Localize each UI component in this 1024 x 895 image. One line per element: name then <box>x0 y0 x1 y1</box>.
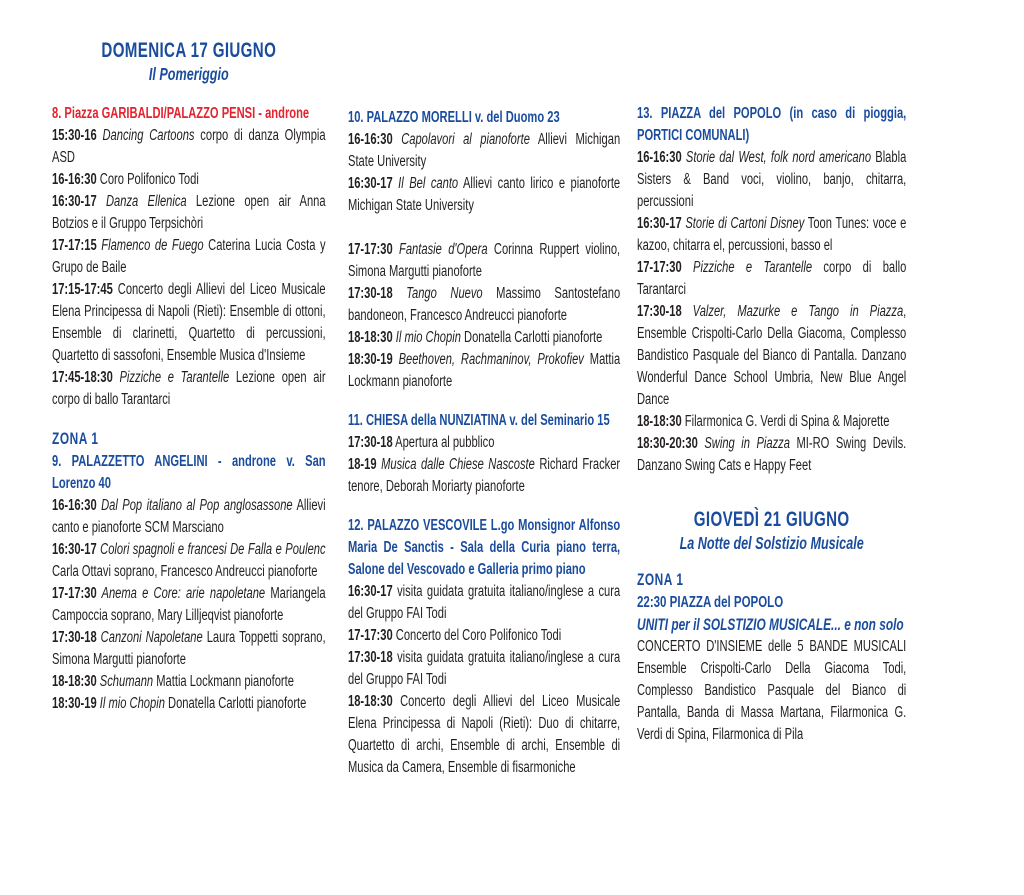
event-line <box>637 147 906 213</box>
event-text: Mattia Lockmann pianoforte <box>348 351 621 390</box>
event-time: 16:30-17 <box>348 583 393 600</box>
event-title: Musica dalle Chiese Nascoste <box>376 456 535 473</box>
event-time: 18-18:30 <box>52 673 97 690</box>
event-title: Dancing Cartoons <box>96 127 195 144</box>
day-header <box>637 507 906 555</box>
event-title: Dal Pop italiano al Pop anglosassone <box>96 497 293 514</box>
event-title: Colori spagnoli e francesi De Falla e Poulenc <box>96 541 326 558</box>
event-time: 17-17:30 <box>348 241 393 258</box>
section-heading: 9. PALAZZETTO ANGELINI - androne v. San Lorenzo 40 <box>52 453 326 492</box>
event-time: 17:30-18 <box>637 303 682 320</box>
event-title: Valzer, Mazurke e Tango in Piazza <box>681 303 904 320</box>
event-title: Storie dal West, folk nord americano <box>681 149 872 166</box>
event-line <box>52 495 326 539</box>
event-title: Schumann <box>96 673 154 690</box>
event-title: Il Bel canto <box>392 175 459 192</box>
event-line <box>637 433 906 477</box>
slogan-line: UNITI per il SOLSTIZIO MUSICALE... e non solo <box>637 616 904 634</box>
section <box>348 515 620 779</box>
event-line <box>52 693 326 715</box>
event-time: 17-17:30 <box>52 585 97 602</box>
event-title: Il mio Chopin <box>96 695 165 712</box>
event-text: Concerto del Coro Polifonico Todi <box>392 627 562 644</box>
event-text: Richard Fracker tenore, Deborah Moriarty pianoforte <box>348 456 621 495</box>
event-time: 17:45-18:30 <box>52 369 113 386</box>
event-text: Toon Tunes: voce e kazoo, chitarra el, percussioni, basso el <box>637 215 907 254</box>
event-title: Pizziche e Tarantelle <box>112 369 230 386</box>
event-line <box>348 432 620 454</box>
event-line <box>52 169 326 191</box>
event-time: 16-16:30 <box>52 171 97 188</box>
event-text: Donatella Carlotti pianoforte <box>164 695 307 712</box>
event-title: Anema e Core: arie napoletane <box>96 585 266 602</box>
event-line <box>348 581 620 625</box>
event-line <box>348 349 620 393</box>
event-line <box>348 129 620 173</box>
section-heading: 8. Piazza GARIBALDI/PALAZZO PENSI - androne <box>52 105 310 122</box>
event-text: Donatella Carlotti pianoforte <box>460 329 603 346</box>
event-line <box>52 367 326 411</box>
section-heading: 13. PIAZZA del POPOLO (in caso di pioggia, PORTICI COMUNALI) <box>637 105 907 144</box>
event-title: Il mio Chopin <box>392 329 461 346</box>
event-text: Concerto degli Allievi del Liceo Musicale Elena Principessa di Napoli (Rieti): Duo di chitarre, Quartetto di archi, Ensemble di archi, Ensemble di Musica da Camera, Ensemble di fisarmoniche <box>348 693 621 776</box>
column-middle <box>348 107 620 779</box>
day-subtitle: Il Pomeriggio <box>148 64 229 84</box>
event-line <box>348 625 620 647</box>
column-left <box>52 38 326 715</box>
event-text: Lezione open air corpo di ballo Tarantarci <box>52 369 326 408</box>
event-text: Lezione open air Anna Botzios e il Gruppo Terpsichòri <box>52 193 326 232</box>
event-text: Coro Polifonico Todi <box>96 171 199 188</box>
event-time: 17:15-17:45 <box>52 281 113 298</box>
event-title: Canzoni Napoletane <box>96 629 203 646</box>
event-text: Caterina Lucia Costa y Grupo de Baile <box>52 237 326 276</box>
event-time: 18:30-19 <box>52 695 97 712</box>
section-heading: 10. PALAZZO MORELLI v. del Duomo 23 <box>348 109 560 126</box>
event-time: 17-17:30 <box>348 627 393 644</box>
event-line <box>52 191 326 235</box>
section <box>52 451 326 715</box>
event-line <box>637 411 906 433</box>
section <box>637 103 906 477</box>
event-line <box>52 671 326 693</box>
event-title: Beethoven, Rachmaninov, Prokofiev <box>392 351 584 368</box>
event-text: , Ensemble Crispolti-Carlo Della Giacoma, Complesso Bandistico Pasquale del Bianco di Pantalla. Danzano Wonderful Dance School Umbria, New Blue Angel Dance <box>637 303 907 408</box>
event-line <box>637 213 906 257</box>
program-paragraph: CONCERTO D'INSIEME delle 5 BANDE MUSICALI Ensemble Crispolti-Carlo Della Giacoma Todi, Complesso Bandistico Pasquale del Bianco di Pantalla, Banda di Massa Martana, Filarmonica G. Verdi di Spina, Filarmonica di Pila <box>637 638 907 743</box>
section-heading: 12. PALAZZO VESCOVILE L.go Monsignor Alfonso Maria De Sanctis - Sala della Curia piano terra, Salone del Vescovado e Galleria primo piano <box>348 517 621 578</box>
event-title: Fantasie d'Opera <box>392 241 488 258</box>
event-text: corpo di danza Olympia ASD <box>52 127 326 166</box>
event-time: 17-17:15 <box>52 237 97 254</box>
section <box>348 107 620 393</box>
day-subtitle: La Notte del Solstizio Musicale <box>679 533 864 553</box>
zone-label: ZONA 1 <box>637 571 684 589</box>
event-title: Flamenco de Fuego <box>96 237 204 254</box>
event-text: Blabla Sisters & Band voci, violino, banjo, chitarra, percussioni <box>637 149 907 210</box>
zone-label: ZONA 1 <box>52 430 99 448</box>
event-line <box>348 239 620 283</box>
event-time: 16-16:30 <box>348 131 393 148</box>
column-right <box>637 103 906 746</box>
event-line <box>348 173 620 217</box>
event-title: Storie di Cartoni Disney <box>681 215 805 232</box>
event-line <box>348 327 620 349</box>
event-title: Danza Ellenica <box>96 193 187 210</box>
event-text: Apertura al pubblico <box>392 434 495 451</box>
day-header <box>52 38 326 86</box>
event-line <box>348 647 620 691</box>
section <box>348 410 620 498</box>
event-time: 18-19 <box>348 456 377 473</box>
event-time: 17:30-18 <box>348 434 393 451</box>
event-text: Allievi Michigan State University <box>348 131 621 170</box>
event-time: 16:30-17 <box>348 175 393 192</box>
event-time: 17:30-18 <box>52 629 97 646</box>
event-time: 17:30-18 <box>348 285 393 302</box>
event-line <box>52 539 326 583</box>
event-text: corpo di ballo Tarantarci <box>637 259 907 298</box>
event-line <box>348 283 620 327</box>
event-time: 18-18:30 <box>348 693 393 710</box>
event-title: Pizziche e Tarantelle <box>681 259 813 276</box>
event-time: 16:30-17 <box>52 541 97 558</box>
event-time: 18-18:30 <box>637 413 682 430</box>
venue-line: 22:30 PIAZZA del POPOLO <box>637 594 784 611</box>
event-text: Massimo Santostefano bandoneon, Francesco Andreucci pianoforte <box>348 285 621 324</box>
event-title: Capolavori al pianoforte <box>392 131 530 148</box>
event-line <box>52 279 326 367</box>
event-line <box>52 627 326 671</box>
event-time: 17-17:30 <box>637 259 682 276</box>
event-text: Allievi canto e pianoforte SCM Marsciano <box>52 497 326 536</box>
section <box>52 103 326 411</box>
event-time: 15:30-16 <box>52 127 97 144</box>
event-time: 16-16:30 <box>637 149 682 166</box>
event-time: 17:30-18 <box>348 649 393 666</box>
event-text: Concerto degli Allievi del Liceo Musicale Elena Principessa di Napoli (Rieti): Ensemble di ottoni, Ensemble di clarinetti, Quartetto di percussioni, Quartetto di sassofoni, Ensemble Musica d'Insieme <box>52 281 326 364</box>
event-text: MI-RO Swing Devils. Danzano Swing Cats e Happy Feet <box>637 435 907 474</box>
event-line <box>637 301 906 411</box>
event-text: visita guidata gratuita italiano/inglese a cura del Gruppo FAI Todi <box>348 649 621 688</box>
event-time: 18:30-20:30 <box>637 435 698 452</box>
event-text: Laura Toppetti soprano, Simona Margutti pianoforte <box>52 629 326 668</box>
event-text: visita guidata gratuita italiano/inglese a cura del Gruppo FAI Todi <box>348 583 621 622</box>
event-title: Swing in Piazza <box>697 435 790 452</box>
section-heading: 11. CHIESA della NUNZIATINA v. del Seminario 15 <box>348 412 610 429</box>
event-text: Mariangela Campoccia soprano, Mary Lilljeqvist pianoforte <box>52 585 326 624</box>
event-title: Tango Nuevo <box>392 285 483 302</box>
event-line <box>52 235 326 279</box>
event-time: 16-16:30 <box>52 497 97 514</box>
event-time: 16:30-17 <box>52 193 97 210</box>
event-line <box>52 125 326 169</box>
event-time: 16:30-17 <box>637 215 682 232</box>
event-text: Carla Ottavi soprano, Francesco Andreucci pianoforte <box>52 563 318 580</box>
day-title: DOMENICA 17 GIUGNO <box>101 39 277 62</box>
event-line <box>52 583 326 627</box>
event-time: 18:30-19 <box>348 351 393 368</box>
event-line <box>348 454 620 498</box>
event-text: Filarmonica G. Verdi di Spina & Majorette <box>681 413 890 430</box>
event-line <box>637 257 906 301</box>
event-text: Corinna Ruppert violino, Simona Margutti pianoforte <box>348 241 621 280</box>
day-title: GIOVEDÌ 21 GIUGNO <box>693 508 850 531</box>
event-text: Allievi canto lirico e pianoforte Michigan State University <box>348 175 621 214</box>
event-text: Mattia Lockmann pianoforte <box>153 673 294 690</box>
event-time: 18-18:30 <box>348 329 393 346</box>
event-line <box>348 691 620 779</box>
